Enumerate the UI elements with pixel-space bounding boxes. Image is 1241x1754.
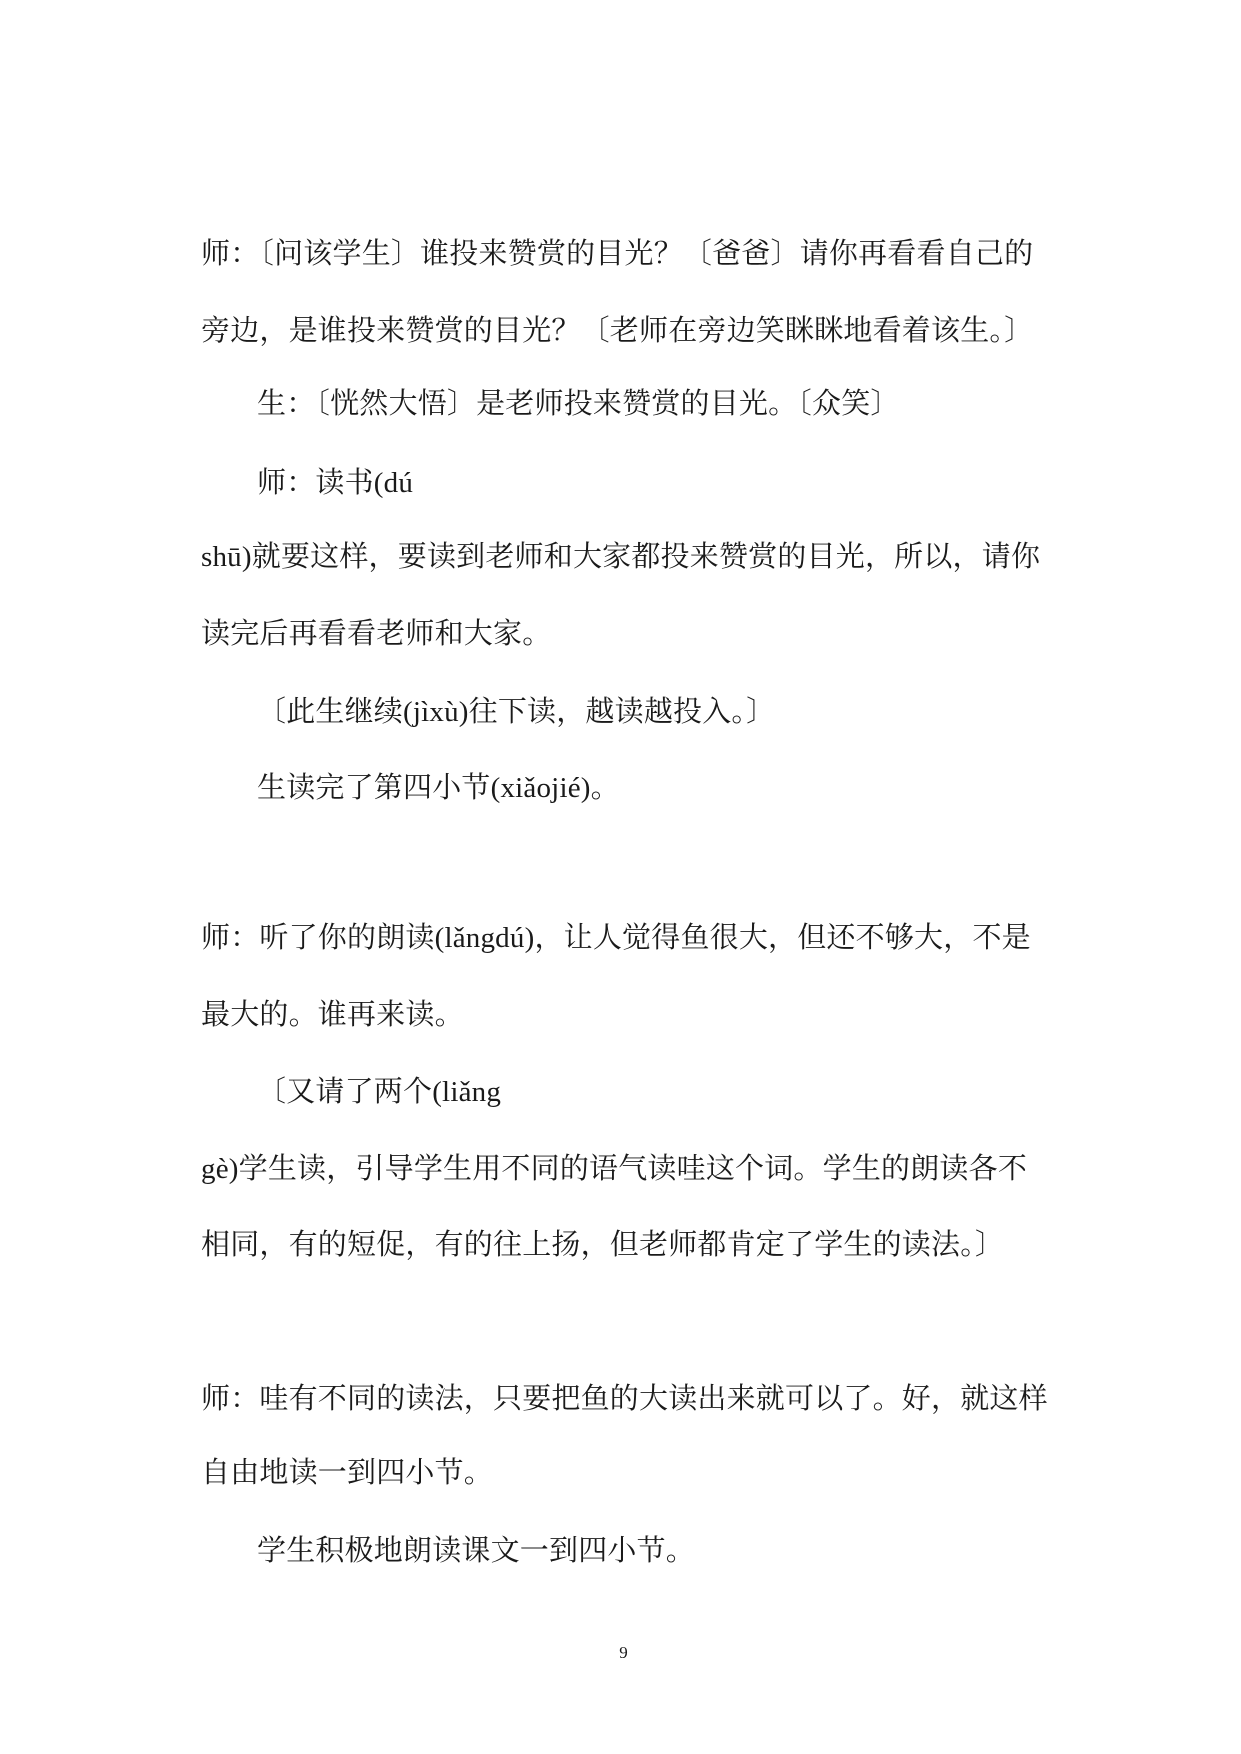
text-line: 学生积极地朗读课文一到四小节。: [257, 1535, 696, 1567]
text-line: 〔又请了两个(liǎng: [257, 1076, 502, 1108]
text-line: 自由地读一到四小节。: [201, 1457, 494, 1489]
text-line: 师：听了你的朗读(lǎngdú)，让人觉得鱼很大，但还不够大，不是: [201, 922, 1031, 954]
text-line: gè)学生读，引导学生用不同的语气读哇这个词。学生的朗读各不: [201, 1153, 1028, 1185]
text-line: 师：读书(dú: [257, 467, 414, 499]
page-number: 9: [619, 1643, 628, 1662]
text-line: 〔此生继续(jìxù)往下读，越读越投入。〕: [257, 696, 776, 728]
text-line: 生读完了第四小节(xiǎojié)。: [257, 772, 620, 804]
text-line: 读完后再看看老师和大家。: [201, 618, 552, 650]
text-line: 最大的。谁再来读。: [201, 999, 464, 1031]
text-line: 旁边，是谁投来赞赏的目光？〔老师在旁边笑眯眯地看着该生。〕: [201, 315, 1034, 347]
text-line: 相同，有的短促，有的往上扬，但老师都肯定了学生的读法。〕: [201, 1229, 1005, 1261]
text-line: shū)就要这样，要读到老师和大家都投来赞赏的目光，所以，请你: [201, 541, 1041, 573]
text-line: 生：〔恍然大悟〕是老师投来赞赏的目光。〔众笑〕: [257, 388, 900, 420]
text-line: 师：〔问该学生〕谁投来赞赏的目光？〔爸爸〕请你再看看自己的: [201, 238, 1034, 270]
text-line: 师：哇有不同的读法，只要把鱼的大读出来就可以了。好，就这样: [201, 1383, 1048, 1415]
